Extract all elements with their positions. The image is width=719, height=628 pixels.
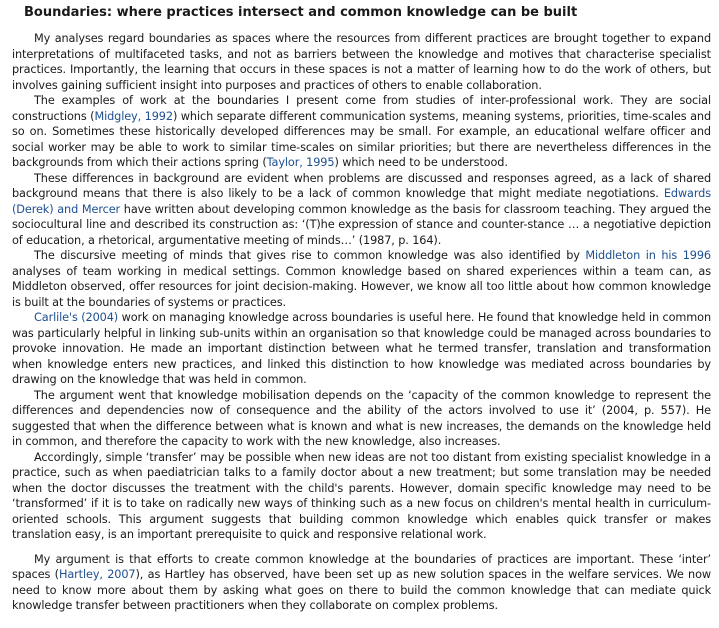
citation-link[interactable]: Taylor, 1995 <box>266 156 335 169</box>
paragraph-1 <box>12 31 711 93</box>
paragraph-text: analyses of team working in medical settings. Common knowledge based on shared experiences within a team can, as Middleton observed, offer resources for joint decision-making. However, we know all too little about how common knowledge is built at the boundaries of systems or practices. <box>12 264 711 309</box>
paragraph-3 <box>12 171 711 249</box>
paragraph-text: Accordingly, simple ‘transfer’ may be possible when new ideas are not too distant from existing specialist knowledge in a practice, such as when paediatrician talks to a family doctor about a new treatment; but some translation may be needed when the doctor discusses the treatment with the child's parents. However, domain specific knowledge may need to be ‘transformed’ if it is to take on radically new ways of thinking such as a new focus on children's mental health in curriculum-oriented schools. This argument suggests that building common knowledge which enables quick transfer or makes translation easy, is an important prerequisite to quick and responsive relational work. <box>12 450 711 541</box>
paragraph-2 <box>12 93 711 171</box>
citation-link[interactable]: Carlile's (2004) <box>34 311 119 324</box>
paragraph-text: My argument is that efforts to create common knowledge at the boundaries of practices are important. These ‘inter’ spaces ( <box>12 552 711 581</box>
citation-link[interactable]: Midgley, 1992 <box>94 109 173 123</box>
paragraph-6 <box>12 388 711 450</box>
paragraph-text: The argument went that knowledge mobilisation depends on the ‘capacity of the common knowledge to represent the differences and dependencies now of consequence and the ability of the actors involved to use it’ (2004, p. 557). He suggested that when the difference between what is known and what is new increases, the demands on the knowledge held in common, and therefore the capacity to work with the new knowledge, also increases. <box>12 388 711 448</box>
paragraph-text: The discursive meeting of minds that gives rise to common knowledge was also identified by <box>34 249 586 262</box>
citation-link[interactable]: Middleton in his 1996 <box>585 249 711 262</box>
paragraph-text: ) which need to be understood. <box>334 156 508 169</box>
paragraph-text: ), as Hartley has observed, have been set up as new solution spaces in the welfare services. We now need to know more about them by asking what goes on there to build the common knowledge that can mediate quick knowledge transfer between practitioners when they collaborate on complex problems. <box>12 568 711 612</box>
paragraph-text: work on managing knowledge across boundaries is useful here. He found that knowledge held in common was particularly helpful in linking sub-units within an organisation so that knowledge could be managed across boundaries to provoke innovation. He made an important distinction between what he termed transfer, translation and transformation when knowledge enters new practices, and linked this distinction to how knowledge was mediated across boundaries by drawing on the knowledge that was held in common. <box>12 311 711 386</box>
paragraph-text: ) which separate different communication systems, meaning systems, priorities, time-scales and so on. Sometimes these historically developed differences may be small. For example, an educational welfare officer and social worker may be able to work to similar time-scales on similar priorities; but there are nevertheless differences in the backgrounds from which their actions spring ( <box>12 109 711 169</box>
section-heading: Boundaries: where practices intersect and common knowledge can be built <box>24 5 578 20</box>
paragraph-7 <box>12 450 711 543</box>
body-text <box>12 31 711 614</box>
paragraph-text: The examples of work at the boundaries I present come from studies of inter-professional work. They are social constructions ( <box>12 94 711 123</box>
citation-link[interactable]: Edwards (Derek) and Mercer <box>12 187 711 216</box>
paragraph-8 <box>12 552 711 614</box>
paragraph-text: My analyses regard boundaries as spaces where the resources from different practices are brought together to expand interpretations of multifaceted tasks, and not as barriers between the knowledge and motives that characterise specialist practices. Importantly, the learning that occurs in these spaces is not a matter of learning how to do the work of others, but involves gaining sufficient insight into purposes and practices of others to enable collaboration. <box>12 32 711 92</box>
paragraph-text: These differences in background are evident when problems are discussed and responses agreed, as a lack of shared background means that there is also likely to be a lack of common knowledge that might mediate negotiations. <box>12 171 711 200</box>
citation-link[interactable]: Hartley, 2007 <box>58 568 136 581</box>
paragraph-text: have written about developing common knowledge as the basis for classroom teaching. They argued the sociocultural line and described its construction as: ‘(T)he expression of stance and counter-stance … a negotiative depiction of education, a rhetorical, argumentative meeting of minds…’ (1987, p. 164). <box>12 202 711 247</box>
paragraph-5 <box>12 310 711 388</box>
paragraph-4 <box>12 248 711 310</box>
